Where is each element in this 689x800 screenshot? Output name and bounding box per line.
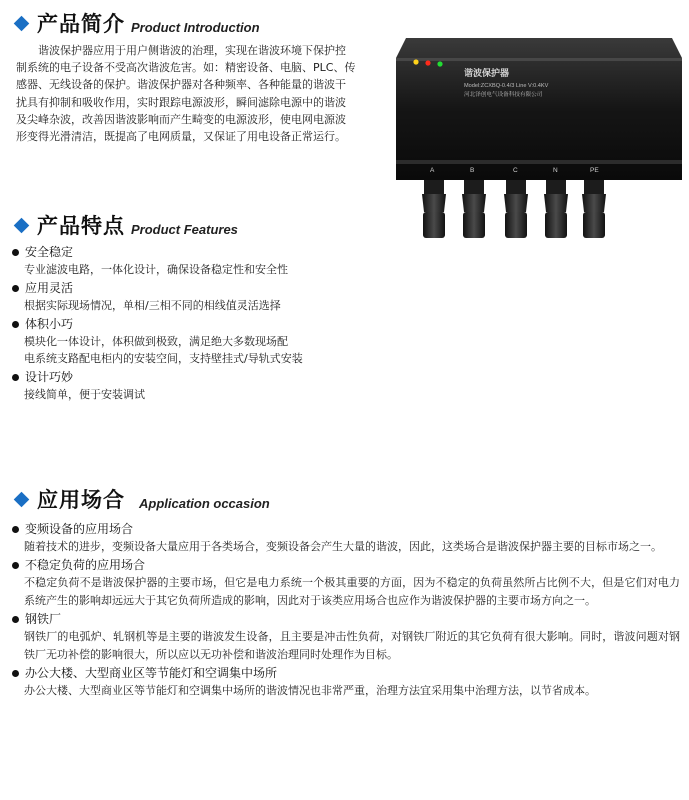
feature-title: 应用灵活 [25,281,74,295]
led-yellow-icon [413,59,418,64]
feature-item [12,244,372,278]
application-list [12,520,680,700]
cable-gland-a [422,180,446,238]
feature-desc: 专业滤波电路，一体化设计，确保设备稳定性和安全性 [24,263,288,276]
application-title: 钢铁厂 [25,612,62,626]
bullet-icon [12,616,19,623]
intro-section-header [12,8,260,38]
feature-title: 设计巧妙 [25,370,74,384]
led-green-icon [437,61,442,66]
feature-desc: 电系统支路配电柜内的安装空间，支持壁挂式/导轨式安装 [24,352,303,365]
application-item [12,556,680,610]
application-title: 办公大楼、大型商业区等节能灯和空调集中场所 [25,666,278,680]
feature-title: 体积小巧 [25,317,74,331]
bullet-icon [12,562,19,569]
terminal-label-pe: PE [590,167,599,174]
features-section-header [12,210,238,240]
device-model-label: Model:ZCXBQ-0.4/3 Line V:0.4KV [464,83,549,89]
bullet-icon [12,374,19,381]
feature-title: 安全稳定 [25,245,74,259]
feature-desc: 接线简单，便于安装调试 [24,388,145,401]
features-list [12,244,372,405]
bullet-icon [12,321,19,328]
feature-desc: 根据实际现场情况，单相/三相不同的相线值灵活选择 [24,299,281,312]
cable-gland-pe [582,180,606,238]
led-red-icon [425,60,430,65]
features-title-cn: 产品特点 [37,214,125,238]
feature-item [12,316,372,367]
application-desc: 办公大楼、大型商业区等节能灯和空调集中场所的谐波情况也非常严重，治理方法宜采用集中治理方法，以节省成本。 [24,684,596,697]
bullet-icon [12,285,19,292]
application-item [12,520,680,556]
application-desc: 随着技术的进步，变频设备大量应用于各类场合，变频设备会产生大量的谐波，因此，这类场合是谐波保护器主要的目标市场之一。 [24,540,662,553]
diamond-bullet-icon [14,16,30,32]
features-title-en: Product Features [131,222,238,237]
harmonic-protector-image [390,30,685,245]
application-desc: 钢铁厂的电弧炉、轧钢机等是主要的谐波发生设备，且主要是冲击性负荷，对钢铁厂附近的其它负荷有很大影响。同时，谐波问题对钢铁厂无功补偿的影响很大，所以应以无功补偿和谐波治理同时处理作为目标。 [24,630,680,661]
application-section-header [12,484,270,514]
cable-gland-b [462,180,486,238]
application-title: 不稳定负荷的应用场合 [25,558,146,572]
diamond-bullet-icon [14,218,30,234]
bullet-icon [12,249,19,256]
application-title-en: Application occasion [139,496,270,511]
intro-title-cn: 产品简介 [37,12,125,36]
device-company-label: 河北泽创电气设备科技有限公司 [464,92,543,98]
feature-desc: 模块化一体设计，体积做到极致，满足绝大多数现场配 [24,335,288,348]
application-item [12,664,680,700]
cable-gland-n [544,180,568,238]
bullet-icon [12,670,19,677]
terminal-label-n: N [553,167,558,174]
application-item [12,610,680,664]
terminal-label-b: B [470,167,475,174]
feature-item [12,369,372,403]
device-name-label: 谐波保护器 [464,69,510,79]
terminal-label-c: C [513,167,518,174]
application-title-cn: 应用场合 [37,488,125,512]
application-title: 变频设备的应用场合 [25,522,134,536]
intro-paragraph: 谐波保护器应用于用户侧谐波的治理，实现在谐波环境下保护控制系统的电子设备不受高次谐波危害。如：精密设备、电脑、PLC、传感器、无线设备的保护。谐波保护器对各种频率、各种能量的谐波干扰具有抑制和吸收作用，实时跟踪电源波形，瞬间滤除电源中的谐波及尖峰杂波，改善因谐波影响而产生畸变的电源波形，使电网电源波形变得光滑清洁，既提高了电网质量，又保证了用电设备正常运行。 [16,44,356,144]
diamond-bullet-icon [14,492,30,508]
cable-gland-c [504,180,528,238]
feature-item [12,280,372,314]
intro-title-en: Product Introduction [131,20,260,35]
application-desc: 不稳定负荷不是谐波保护器的主要市场，但它是电力系统一个极其重要的方面，因为不稳定的负荷虽然所占比例不大，但是它们对电力系统产生的影响却远远大于其它负荷所造成的影响，因此对于该类应用场合也应作为谐波保护器的主要市场方向之一。 [24,576,680,607]
bullet-icon [12,526,19,533]
terminal-label-a: A [430,167,435,174]
